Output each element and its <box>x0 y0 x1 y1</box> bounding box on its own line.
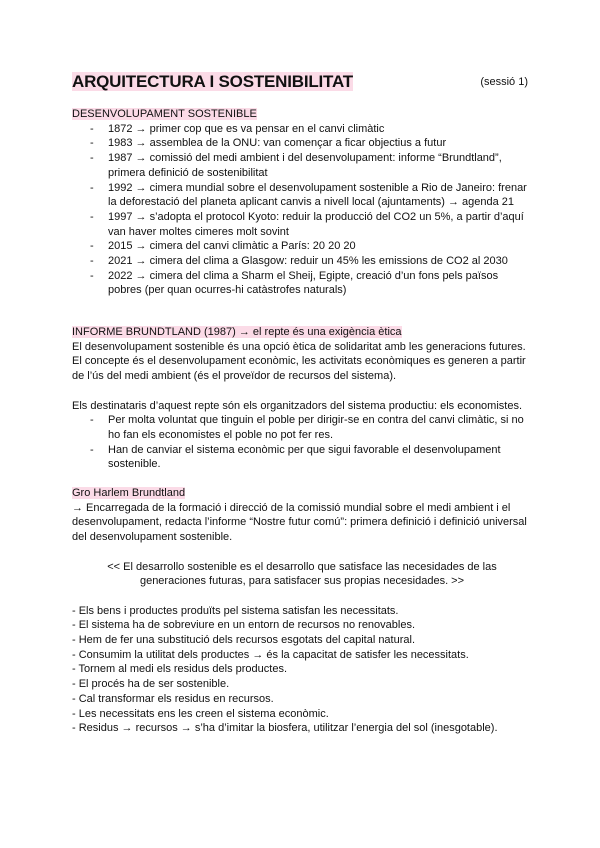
list-item: - 2021 → cimera del clima a Glasgow: reduir un 45% les emissions de CO2 al 2030 <box>72 254 532 269</box>
section-heading: Gro Harlem Brundtland <box>72 487 186 499</box>
bullet-list <box>72 413 532 472</box>
list-item: - Residus → recursos → s’ha d’imitar la biosfera, utilitzar l’energia del sol (inesgotable). <box>72 722 498 735</box>
list-item: - Hem de fer una substitució dels recursos esgotats del capital natural. <box>72 634 416 646</box>
section-informe <box>72 325 532 472</box>
list-item: - 1987 → comissió del medi ambient i del desenvolupament: informe “Brundtland”, primera definició de sostenibilitat <box>72 151 532 180</box>
section-heading: DESENVOLUPAMENT SOSTENIBLE <box>72 108 257 120</box>
timeline-list <box>72 122 532 298</box>
paragraph: El desenvolupament sostenible és una opció ètica de solidaritat amb les generacions futures. El concepte és el desenvolupament econòmic, les activitats econòmiques es generen a partir de l’ús del medi ambient (és el proveïdor de recursos del sistema). <box>72 340 526 383</box>
session-label: (sessió 1) <box>480 76 528 88</box>
list-item: - Cal transformar els residus en recursos. <box>72 692 274 705</box>
list-item: - Els bens i productes produïts pel sistema satisfan les necessitats. <box>72 604 399 617</box>
list-item: - 1872 → primer cop que es va pensar en el canvi climàtic <box>72 122 532 137</box>
section-heading: INFORME BRUNDTLAND (1987) → el repte és una exigència ètica <box>72 326 402 338</box>
list-item: - 1997 → s’adopta el protocol Kyoto: reduir la producció del CO2 un 5%, a partir d’aquí van haver moltes cimeres molt sovint <box>72 210 532 239</box>
list-item: - 2022 → cimera del clima a Sharm el Sheij, Egipte, creació d’un fons pels països pobres (per quan ocurres-hi catàstrofes naturals) <box>72 269 532 298</box>
list-item: - Per molta voluntat que tinguin el poble per dirigir-se en contra del canvi climàtic, si no ho fan els economistes el poble no pot fer res. <box>72 413 532 442</box>
list-item: - El sistema ha de sobreviure en un entorn de recursos no renovables. <box>72 619 416 632</box>
list-item: - 1992 → cimera mundial sobre el desenvolupament sostenible a Rio de Janeiro: frenar la deforestació del planeta aplicant canvis a nivell local (ajuntaments) → agenda 21 <box>72 181 532 210</box>
paragraph: Els destinataris d’aquest repte són els organitzadors del sistema productiu: els economistes. <box>72 399 523 412</box>
document-title: ARQUITECTURA I SOSTENIBILITAT <box>72 72 353 91</box>
list-item: - Tornem al medi els residus dels productes. <box>72 663 288 676</box>
list-item: - Han de canviar el sistema econòmic per que sigui favorable el desenvolupament sostenible. <box>72 443 532 472</box>
list-item: - Les necessitats ens les creen el sistema econòmic. <box>72 707 329 720</box>
list-item: - Consumim la utilitat dels productes → és la capacitat de satisfer les necessitats. <box>72 648 469 661</box>
list-item: - 1983 → assemblea de la ONU: van començar a ficar objectius a futur <box>72 136 532 151</box>
points-list <box>72 604 532 736</box>
paragraph: → Encarregada de la formació i direcció de la comissió mundial sobre el medi ambient i el desenvolupament, redacta l’informe “Nostre futur comú”: primera definició i definició universal del desenvolupament sostenible. <box>72 501 527 544</box>
quote: << El desarrollo sostenible es el desarrollo que satisface las necesidades de las generaciones futuras, para satisfacer sus propias necesidades. >> <box>107 560 497 588</box>
list-item: - El procés ha de ser sostenible. <box>72 678 230 691</box>
section-desenvolupament <box>72 107 532 298</box>
section-brundtland <box>72 486 532 736</box>
list-item: - 2015 → cimera del canvi climàtic a París: 20 20 20 <box>72 239 532 254</box>
